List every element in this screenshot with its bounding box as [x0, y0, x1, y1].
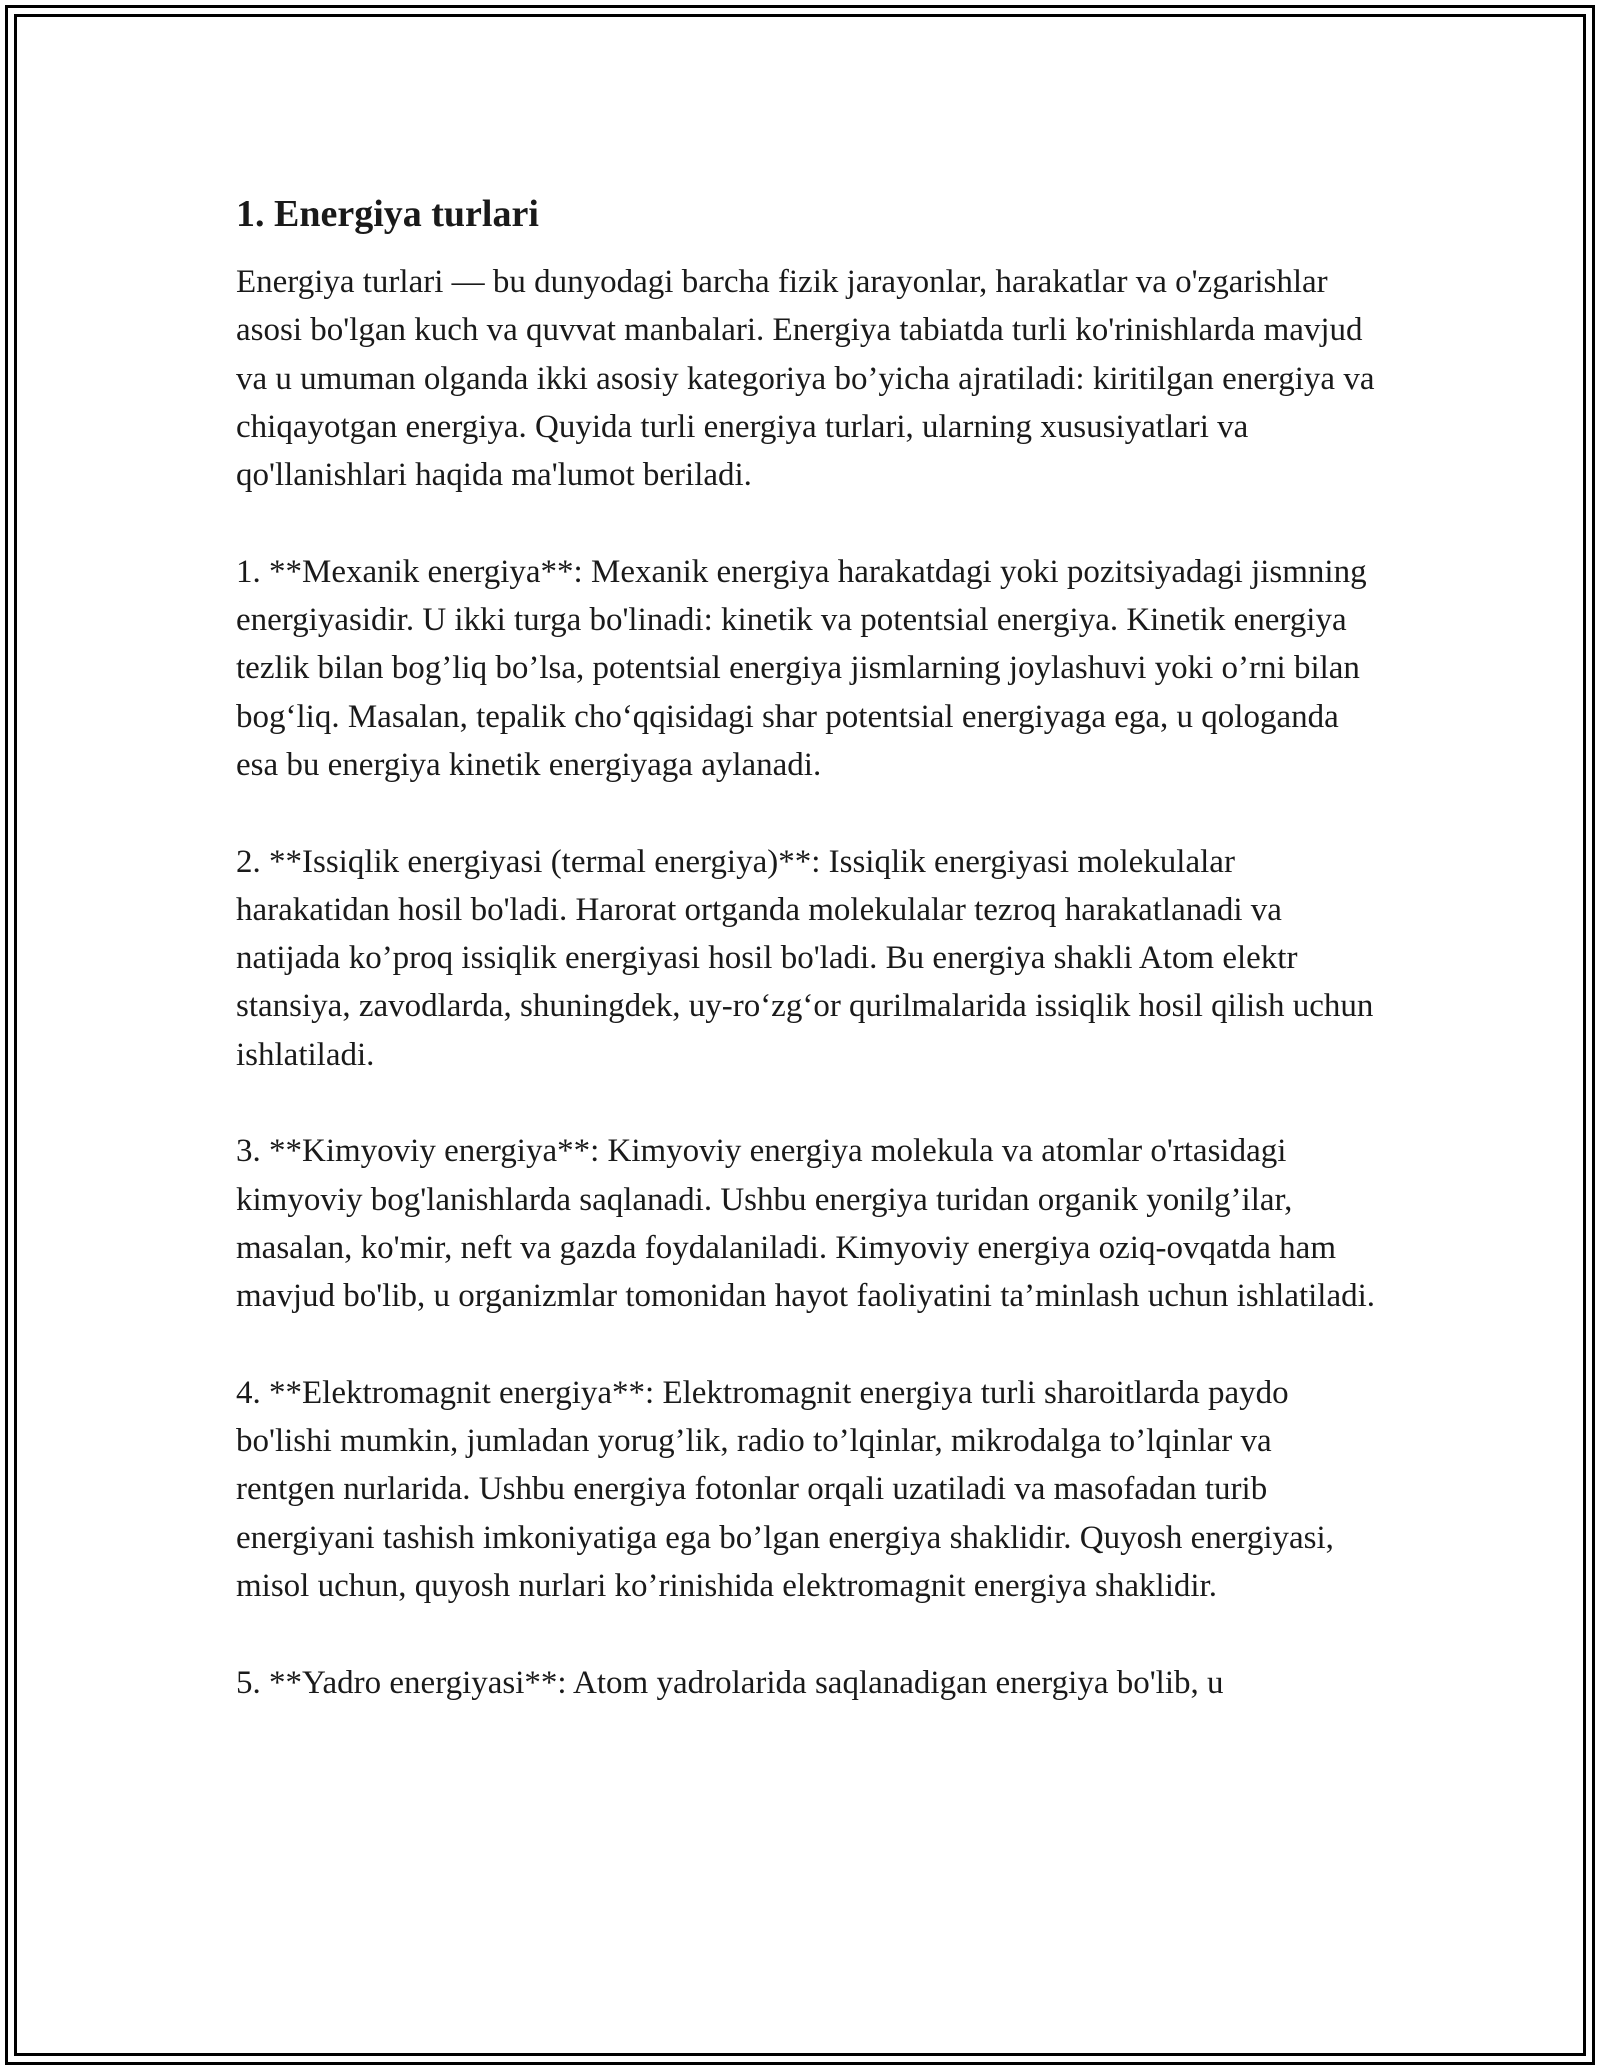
- paragraph-mechanical-energy: 1. **Mexanik energiya**: Mexanik energiya harakatdagi yoki pozitsiyadagi jismning energiyasidir. U ikki turga bo'linadi: kinetik va potentsial energiya. Kinetik energiya tezlik bilan bog’liq bo’lsa, potentsial energiya jismlarning joylashuvi yoki o’rni bilan bog‘liq. Masalan, tepalik cho‘qqisidagi shar potentsial energiyaga ega, u qologanda esa bu energiya kinetik energiyaga aylanadi.: [236, 553, 1367, 783]
- paragraph-electromagnetic-energy: 4. **Elektromagnit energiya**: Elektromagnit energiya turli sharoitlarda paydo bo'lishi mumkin, jumladan yorug’lik, radio to’lqinlar, mikrodalga to’lqinlar va rentgen nurlarida. Ushbu energiya fotonlar orqali uzatiladi va masofadan turib energiyani tashish imkoniyatiga ega bo’lgan energiya shaklidir. Quyosh energiyasi, misol uchun, quyosh nurlari ko’rinishida elektromagnit energiya shaklidir.: [236, 1374, 1334, 1605]
- section-heading: 1. Energiya turlari: [236, 193, 539, 235]
- paragraph-thermal-energy: 2. **Issiqlik energiyasi (termal energiya)**: Issiqlik energiyasi molekulalar harakatidan hosil bo'ladi. Harorat ortganda molekulalar tezroq harakatlanadi va natijada ko’proq issiqlik energiyasi hosil bo'ladi. Bu energiya shakli Atom elektr stansiya, zavodlarda, shuningdek, uy-ro‘zg‘or qurilmalarida issiqlik hosil qilish uchun ishlatiladi.: [236, 843, 1374, 1073]
- paragraph-chemical-energy: 3. **Kimyoviy energiya**: Kimyoviy energiya molekula va atomlar o'rtasidagi kimyoviy bog'lanishlarda saqlanadi. Ushbu energiya turidan organik yonilg’ilar, masalan, ko'mir, neft va gazda foydalaniladi. Kimyoviy energiya oziq-ovqatda ham mavjud bo'lib, u organizmlar tomonidan hayot faoliyatini ta’minlash uchun ishlatiladi.: [236, 1133, 1376, 1315]
- document-page: [236, 186, 1376, 1755]
- paragraph-nuclear-energy: 5. **Yadro energiyasi**: Atom yadrolarida saqlanadigan energiya bo'lib, u: [236, 1664, 1224, 1701]
- intro-paragraph: Energiya turlari — bu dunyodagi barcha fizik jarayonlar, harakatlar va o'zgarishlar asosi bo'lgan kuch va quvvat manbalari. Energiya tabiatda turli ko'rinishlarda mavjud va u umuman olganda ikki asosiy kategoriya bo’yicha ajratiladi: kiritilgan energiya va chiqayotgan energiya. Quyida turli energiya turlari, ularning xususiyatlari va qo'llanishlari haqida ma'lumot beriladi.: [236, 264, 1375, 494]
